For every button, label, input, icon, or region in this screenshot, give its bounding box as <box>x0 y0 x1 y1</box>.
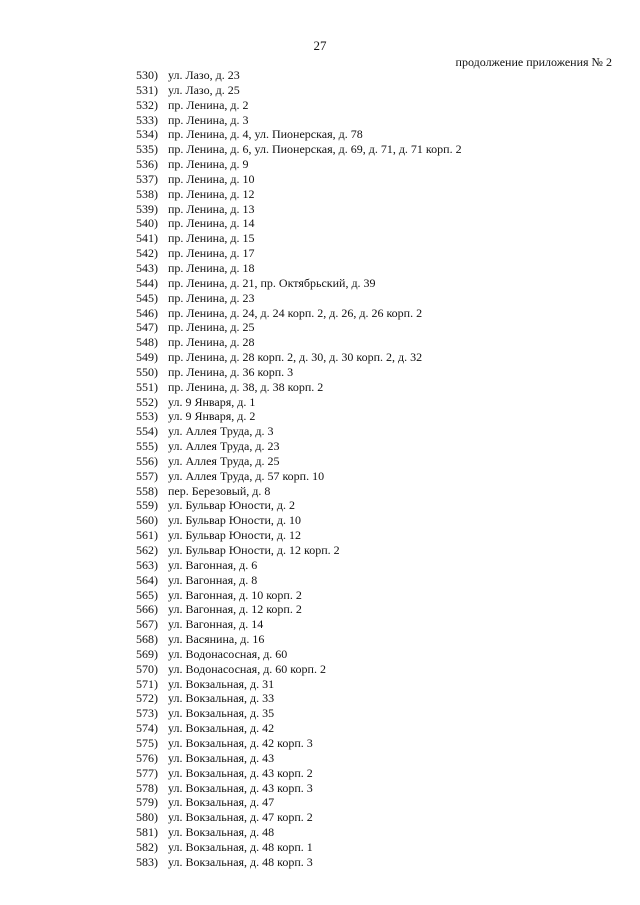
list-item <box>0 617 640 632</box>
item-number-paren: ) <box>154 364 158 379</box>
item-number-paren: ) <box>154 97 158 112</box>
item-number-paren: ) <box>154 825 158 840</box>
item-number: 557 <box>136 468 154 483</box>
item-number: 555 <box>136 439 154 454</box>
item-number: 548 <box>136 335 154 350</box>
item-address: пр. Ленина, д. 38, д. 38 корп. 2 <box>168 379 324 394</box>
item-address: ул. Аллея Труда, д. 3 <box>168 424 274 439</box>
item-number-paren: ) <box>154 305 158 320</box>
item-number: 546 <box>136 305 154 320</box>
item-number: 579 <box>136 795 154 810</box>
item-number: 564 <box>136 572 154 587</box>
item-address: пр. Ленина, д. 9 <box>168 157 249 172</box>
item-number: 537 <box>136 171 154 186</box>
item-number-paren: ) <box>154 587 158 602</box>
item-number: 563 <box>136 557 154 572</box>
item-number-paren: ) <box>154 290 158 305</box>
item-address: пр. Ленина, д. 23 <box>168 290 255 305</box>
item-number-paren: ) <box>154 810 158 825</box>
item-number-paren: ) <box>154 320 158 335</box>
item-address: ул. Вокзальная, д. 48 <box>168 825 275 840</box>
item-number-paren: ) <box>154 394 158 409</box>
list-item <box>0 187 640 202</box>
list-item <box>0 662 640 677</box>
item-number: 547 <box>136 320 154 335</box>
item-number-paren: ) <box>154 513 158 528</box>
item-number: 532 <box>136 97 154 112</box>
item-address: ул. Водонасосная, д. 60 корп. 2 <box>168 661 326 676</box>
list-item <box>0 469 640 484</box>
item-number-paren: ) <box>154 335 158 350</box>
item-number: 567 <box>136 617 154 632</box>
list-item <box>0 261 640 276</box>
page-number: 27 <box>313 38 327 53</box>
item-number-paren: ) <box>154 632 158 647</box>
item-address: ул. Васянина, д. 16 <box>168 632 265 647</box>
list-item <box>0 350 640 365</box>
item-number-paren: ) <box>154 424 158 439</box>
item-number: 571 <box>136 676 154 691</box>
list-item <box>0 647 640 662</box>
item-number: 583 <box>136 854 154 869</box>
item-number: 556 <box>136 453 154 468</box>
item-number: 540 <box>136 216 154 231</box>
item-address: ул. Бульвар Юности, д. 12 <box>168 528 301 543</box>
item-number: 578 <box>136 780 154 795</box>
list-item <box>0 380 640 395</box>
item-number: 575 <box>136 735 154 750</box>
list-item <box>0 543 640 558</box>
list-item <box>0 736 640 751</box>
item-address: ул. Аллея Труда, д. 57 корп. 10 <box>168 468 325 483</box>
item-number-paren: ) <box>154 112 158 127</box>
item-address: ул. Вокзальная, д. 35 <box>168 706 275 721</box>
item-address: пр. Ленина, д. 15 <box>168 231 255 246</box>
item-address: пр. Ленина, д. 24, д. 24 корп. 2, д. 26, д. 26 корп. 2 <box>168 305 423 320</box>
item-address: ул. Вагонная, д. 8 <box>168 572 258 587</box>
item-number: 541 <box>136 231 154 246</box>
item-number-paren: ) <box>154 453 158 468</box>
list-item <box>0 202 640 217</box>
item-address: пр. Ленина, д. 12 <box>168 186 255 201</box>
item-address: пр. Ленина, д. 13 <box>168 201 255 216</box>
item-number-paren: ) <box>154 201 158 216</box>
item-number: 536 <box>136 157 154 172</box>
item-address: ул. Вокзальная, д. 31 <box>168 676 275 691</box>
item-number-paren: ) <box>154 572 158 587</box>
item-number-paren: ) <box>154 231 158 246</box>
list-item <box>0 157 640 172</box>
item-address: ул. Аллея Труда, д. 25 <box>168 453 280 468</box>
item-address: пр. Ленина, д. 18 <box>168 260 255 275</box>
item-number-paren: ) <box>154 468 158 483</box>
item-address: пр. Ленина, д. 3 <box>168 112 249 127</box>
item-address: пр. Ленина, д. 4, ул. Пионерская, д. 78 <box>168 127 363 142</box>
item-address: пер. Березовый, д. 8 <box>168 483 271 498</box>
item-number-paren: ) <box>154 543 158 557</box>
item-number: 559 <box>136 498 154 513</box>
list-item <box>0 395 640 410</box>
item-number-paren: ) <box>154 82 158 97</box>
item-address: ул. Вокзальная, д. 43 корп. 2 <box>168 765 313 780</box>
item-address: ул. 9 Января, д. 2 <box>168 409 256 424</box>
item-number-paren: ) <box>154 706 158 721</box>
item-address: ул. Вагонная, д. 6 <box>168 557 258 572</box>
item-number-paren: ) <box>154 557 158 572</box>
item-number-paren: ) <box>154 439 158 454</box>
item-address: пр. Ленина, д. 10 <box>168 171 255 186</box>
item-address: ул. Вокзальная, д. 42 <box>168 721 275 736</box>
item-number: 569 <box>136 646 154 661</box>
list-item <box>0 721 640 736</box>
item-address: ул. Вокзальная, д. 48 корп. 3 <box>168 854 313 869</box>
item-address: пр. Ленина, д. 25 <box>168 320 255 335</box>
item-number-paren: ) <box>154 127 158 142</box>
item-number: 573 <box>136 706 154 721</box>
item-address: пр. Ленина, д. 28 корп. 2, д. 30, д. 30 корп. 2, д. 32 <box>168 350 423 365</box>
item-number-paren: ) <box>154 839 158 854</box>
list-item <box>0 127 640 142</box>
list-item <box>0 691 640 706</box>
item-address: пр. Ленина, д. 14 <box>168 216 255 231</box>
list-item <box>0 306 640 321</box>
list-item <box>0 68 640 83</box>
item-number: 568 <box>136 632 154 647</box>
item-number: 550 <box>136 364 154 379</box>
item-number-paren: ) <box>154 171 158 186</box>
item-number: 549 <box>136 350 154 365</box>
list-item <box>0 276 640 291</box>
item-number-paren: ) <box>154 528 158 543</box>
item-number-paren: ) <box>154 498 158 513</box>
item-number-paren: ) <box>154 409 158 424</box>
list-item <box>0 83 640 98</box>
item-address: пр. Ленина, д. 17 <box>168 246 255 261</box>
item-number-paren: ) <box>154 246 158 261</box>
item-number: 582 <box>136 839 154 854</box>
item-address: ул. Вокзальная, д. 48 корп. 1 <box>168 839 313 854</box>
item-number-paren: ) <box>154 157 158 172</box>
list-item <box>0 439 640 454</box>
item-number: 551 <box>136 379 154 394</box>
item-number: 574 <box>136 721 154 736</box>
item-address: ул. Водонасосная, д. 60 <box>168 646 288 661</box>
item-number-paren: ) <box>154 216 158 231</box>
list-item <box>0 855 640 870</box>
item-number: 554 <box>136 424 154 439</box>
list-item <box>0 513 640 528</box>
item-number-paren: ) <box>154 854 158 869</box>
item-address: ул. 9 Января, д. 1 <box>168 394 256 409</box>
list-item <box>0 706 640 721</box>
list-item <box>0 632 640 647</box>
item-number-paren: ) <box>154 795 158 810</box>
item-number: 565 <box>136 587 154 602</box>
item-address: ул. Лазо, д. 23 <box>168 68 240 82</box>
item-address: пр. Ленина, д. 6, ул. Пионерская, д. 69, д. 71, д. 71 корп. 2 <box>168 142 462 157</box>
item-address: ул. Вокзальная, д. 47 <box>168 795 275 810</box>
item-number: 533 <box>136 112 154 127</box>
item-address: ул. Вагонная, д. 12 корп. 2 <box>168 602 302 617</box>
item-number-paren: ) <box>154 275 158 290</box>
item-number-paren: ) <box>154 735 158 750</box>
item-address: ул. Лазо, д. 25 <box>168 82 240 97</box>
item-number-paren: ) <box>154 483 158 498</box>
item-number: 545 <box>136 290 154 305</box>
list-item <box>0 98 640 113</box>
list-item <box>0 246 640 261</box>
list-item <box>0 409 640 424</box>
item-address: ул. Бульвар Юности, д. 2 <box>168 498 295 513</box>
list-item <box>0 781 640 796</box>
item-number: 530 <box>136 68 154 82</box>
item-number: 570 <box>136 661 154 676</box>
item-address: пр. Ленина, д. 2 <box>168 97 249 112</box>
item-address: пр. Ленина, д. 28 <box>168 335 255 350</box>
list-item <box>0 365 640 380</box>
list-item <box>0 677 640 692</box>
item-number: 535 <box>136 142 154 157</box>
list-item <box>0 335 640 350</box>
item-number: 539 <box>136 201 154 216</box>
item-number-paren: ) <box>154 260 158 275</box>
address-list <box>0 68 640 870</box>
item-number-paren: ) <box>154 646 158 661</box>
item-address: ул. Бульвар Юности, д. 12 корп. 2 <box>168 543 340 557</box>
list-item <box>0 172 640 187</box>
list-item <box>0 291 640 306</box>
item-address: ул. Бульвар Юности, д. 10 <box>168 513 301 528</box>
item-number: 577 <box>136 765 154 780</box>
list-item <box>0 498 640 513</box>
item-number-paren: ) <box>154 765 158 780</box>
item-number-paren: ) <box>154 379 158 394</box>
item-number-paren: ) <box>154 661 158 676</box>
item-number: 553 <box>136 409 154 424</box>
list-item <box>0 825 640 840</box>
list-item <box>0 113 640 128</box>
item-number: 538 <box>136 186 154 201</box>
item-address: ул. Вокзальная, д. 42 корп. 3 <box>168 735 313 750</box>
list-item <box>0 231 640 246</box>
item-number: 566 <box>136 602 154 617</box>
item-number: 552 <box>136 394 154 409</box>
list-item <box>0 810 640 825</box>
list-item <box>0 528 640 543</box>
list-item <box>0 840 640 855</box>
item-address: ул. Вокзальная, д. 33 <box>168 691 275 706</box>
item-number: 580 <box>136 810 154 825</box>
item-number: 572 <box>136 691 154 706</box>
item-number: 576 <box>136 750 154 765</box>
list-item <box>0 795 640 810</box>
item-number: 534 <box>136 127 154 142</box>
item-number: 581 <box>136 825 154 840</box>
continuation-note: продолжение приложения № 2 <box>455 55 612 69</box>
item-number-paren: ) <box>154 721 158 736</box>
list-item <box>0 558 640 573</box>
item-address: ул. Вокзальная, д. 43 <box>168 750 275 765</box>
item-address: ул. Вагонная, д. 10 корп. 2 <box>168 587 302 602</box>
item-number: 543 <box>136 260 154 275</box>
item-number-paren: ) <box>154 617 158 632</box>
item-address: ул. Вокзальная, д. 43 корп. 3 <box>168 780 313 795</box>
list-item <box>0 573 640 588</box>
list-item <box>0 454 640 469</box>
item-number-paren: ) <box>154 691 158 706</box>
item-address: пр. Ленина, д. 21, пр. Октябрьский, д. 39 <box>168 275 376 290</box>
item-number: 562 <box>136 543 154 557</box>
item-number-paren: ) <box>154 602 158 617</box>
item-number-paren: ) <box>154 68 158 82</box>
item-number: 544 <box>136 275 154 290</box>
list-item <box>0 484 640 499</box>
item-number: 542 <box>136 246 154 261</box>
item-address: ул. Вагонная, д. 14 <box>168 617 264 632</box>
list-item <box>0 216 640 231</box>
item-number: 531 <box>136 82 154 97</box>
list-item <box>0 602 640 617</box>
item-address: ул. Вокзальная, д. 47 корп. 2 <box>168 810 313 825</box>
item-number: 560 <box>136 513 154 528</box>
list-item <box>0 588 640 603</box>
item-number-paren: ) <box>154 186 158 201</box>
list-item <box>0 424 640 439</box>
item-address: пр. Ленина, д. 36 корп. 3 <box>168 364 294 379</box>
item-number-paren: ) <box>154 780 158 795</box>
list-item <box>0 320 640 335</box>
list-item <box>0 766 640 781</box>
item-address: ул. Аллея Труда, д. 23 <box>168 439 280 454</box>
list-item <box>0 142 640 157</box>
item-number: 558 <box>136 483 154 498</box>
item-number: 561 <box>136 528 154 543</box>
item-number-paren: ) <box>154 350 158 365</box>
item-number-paren: ) <box>154 142 158 157</box>
list-item <box>0 751 640 766</box>
item-number-paren: ) <box>154 676 158 691</box>
item-number-paren: ) <box>154 750 158 765</box>
